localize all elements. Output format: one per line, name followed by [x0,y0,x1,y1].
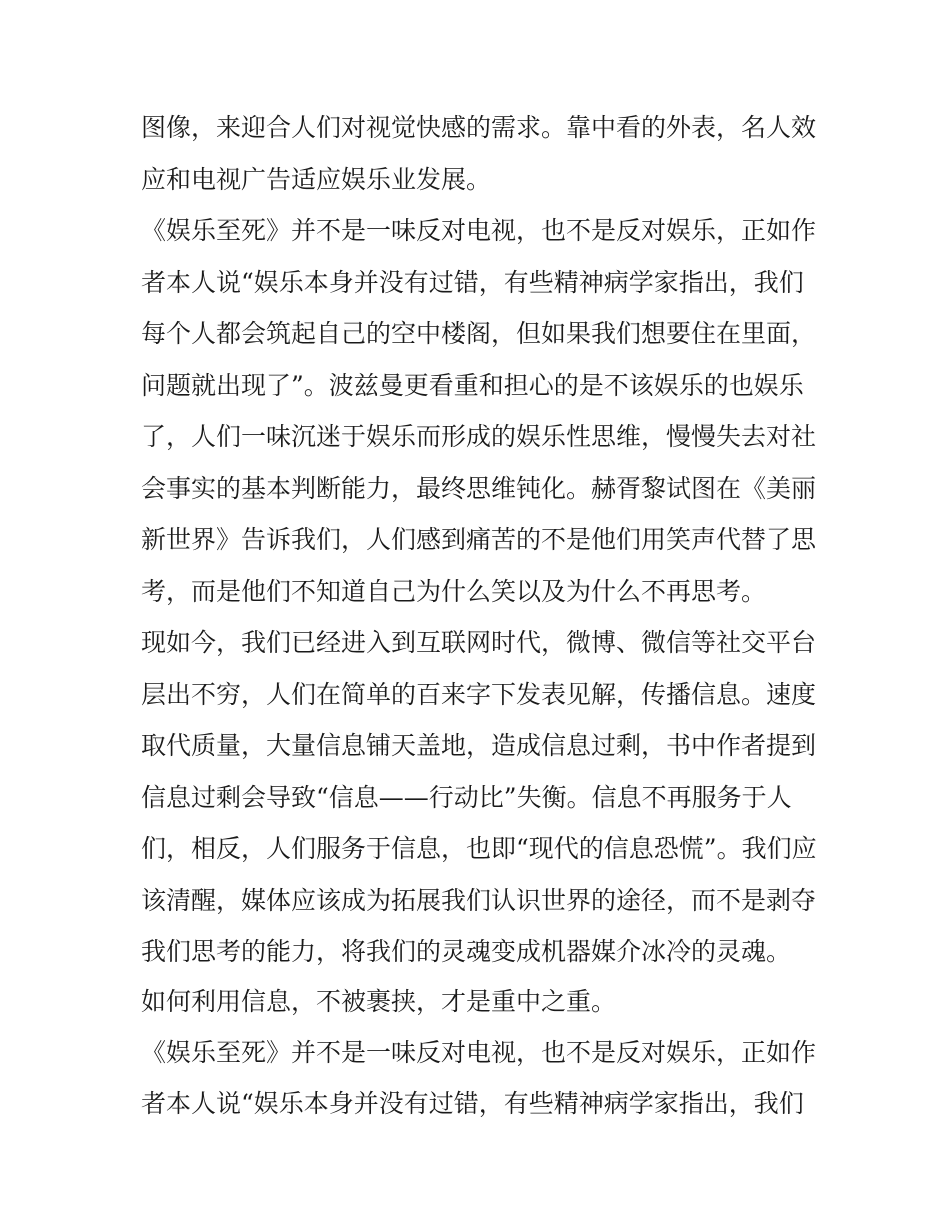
text-line: 我们思考的能力，将我们的灵魂变成机器媒介冰冷的灵魂。 [141,937,792,966]
text-line: 者本人说“娱乐本身并没有过错，有些精神病学家指出，我们 [141,268,804,297]
text-line: 信息过剩会导致“信息——行动比”失衡。信息不再服务于人 [141,783,792,812]
text-line: 们，相反，人们服务于信息，也即“现代的信息恐慌”。我们应 [141,834,817,863]
text-line: 取代质量，大量信息铺天盖地，造成信息过剩，书中作者提到 [141,731,817,760]
text-line: 每个人都会筑起自己的空中楼阁，但如果我们想要住在里面， [141,319,817,348]
text-line: 新世界》告诉我们，人们感到痛苦的不是他们用笑声代替了思 [141,525,817,554]
text-line: 会事实的基本判断能力，最终思维钝化。赫胥黎试图在《美丽 [141,474,817,503]
text-line: 者本人说“娱乐本身并没有过错，有些精神病学家指出，我们 [141,1089,804,1118]
text-line: 了，人们一味沉迷于娱乐而形成的娱乐性思维，慢慢失去对社 [141,422,817,451]
text-line: 问题就出现了”。波兹曼更看重和担心的是不该娱乐的也娱乐 [141,371,804,400]
text-line: 如何利用信息，不被裹挟，才是重中之重。 [141,987,617,1016]
text-line: 图像，来迎合人们对视觉快感的需求。靠中看的外表，名人效 [141,113,817,142]
text-line: 应和电视广告适应娱乐业发展。 [141,165,492,194]
text-line: 层出不穷，人们在简单的百来字下发表见解，传播信息。速度 [141,680,817,709]
text-line: 《娱乐至死》并不是一味反对电视，也不是反对娱乐，正如作 [141,216,817,245]
text-line: 现如今，我们已经进入到互联网时代，微博、微信等社交平台 [141,628,817,657]
text-line: 考，而是他们不知道自己为什么笑以及为什么不再思考。 [141,577,767,606]
text-line: 《娱乐至死》并不是一味反对电视，也不是反对娱乐，正如作 [141,1038,817,1067]
text-line: 该清醒，媒体应该成为拓展我们认识世界的途径，而不是剥夺 [141,886,817,915]
